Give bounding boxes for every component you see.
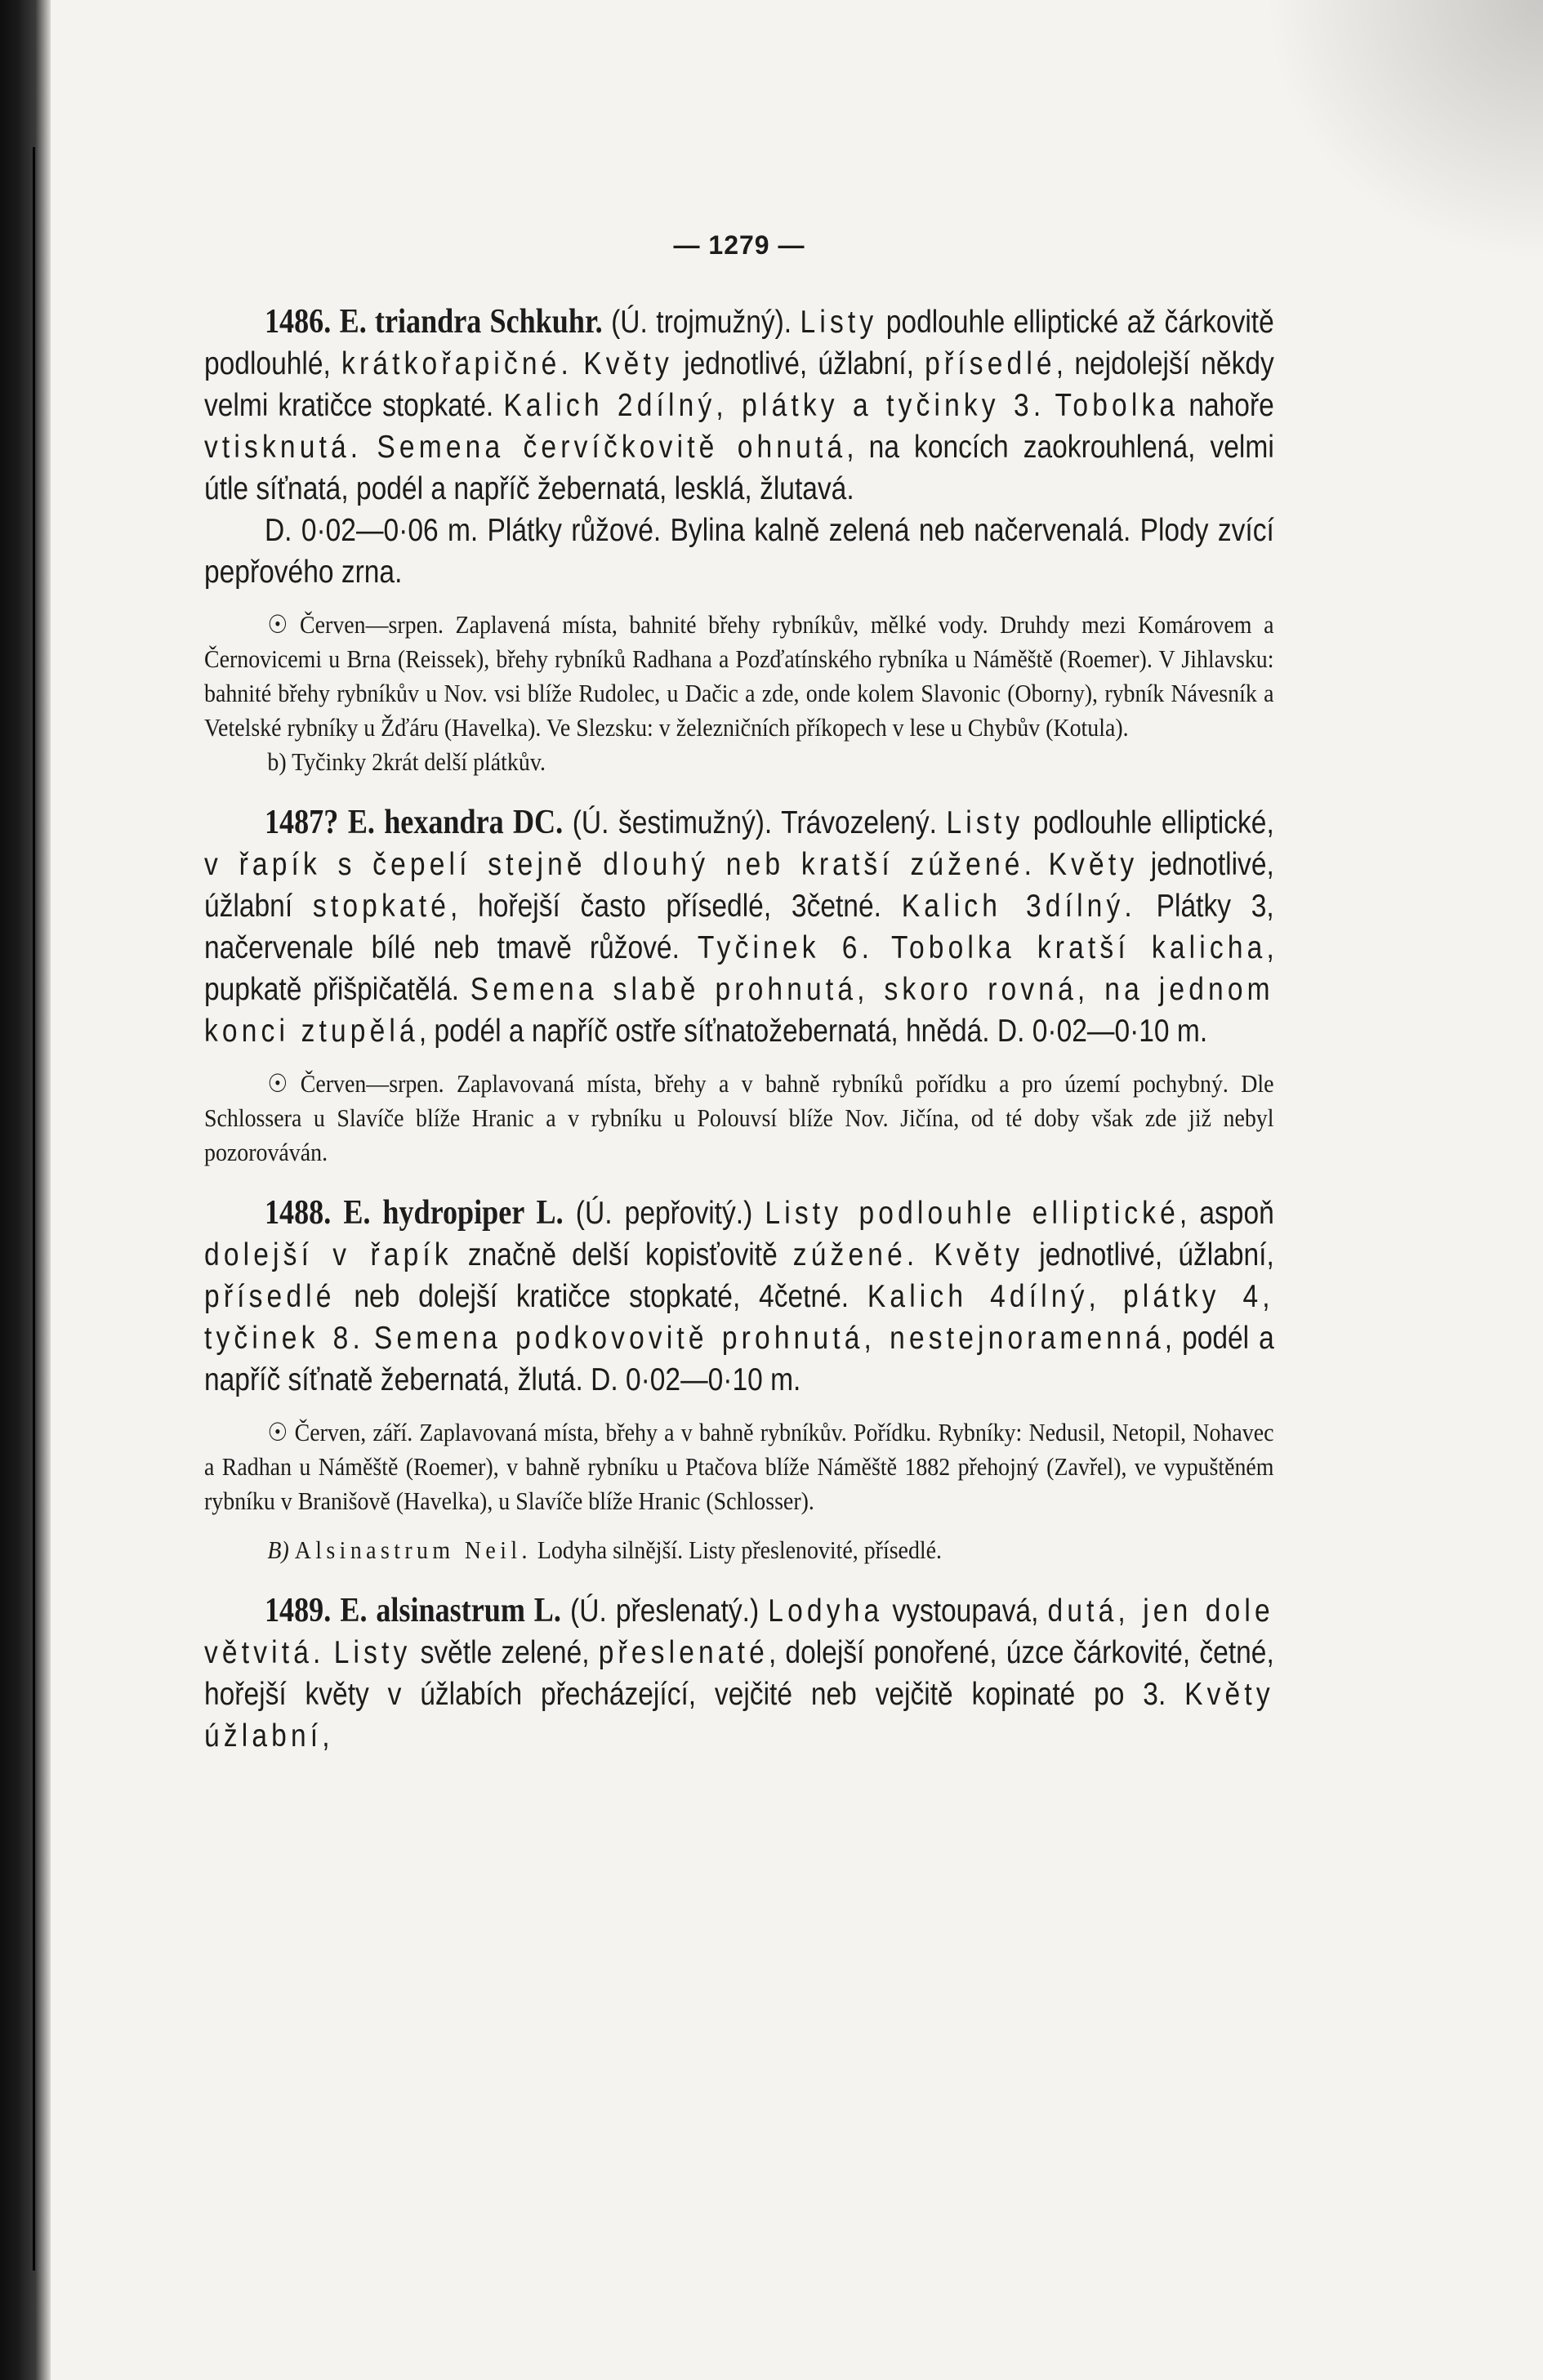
section-heading — [204, 1533, 1274, 1567]
spaced-term: zúžené. — [792, 1237, 919, 1272]
body-text: nahoře — [1179, 388, 1274, 423]
spaced-term: vtisknutá. — [204, 430, 363, 465]
body-text — [573, 346, 583, 381]
spaced-term: dolejší v řapík — [204, 1237, 453, 1272]
spaced-term: přísedlé — [925, 346, 1056, 381]
text-column — [204, 230, 1274, 1757]
spaced-term: Tobolka kratší kalicha — [891, 930, 1267, 965]
body-text — [364, 1321, 374, 1356]
spaced-term: krátkořapičné. — [341, 346, 573, 381]
section-label: B) — [267, 1535, 289, 1564]
entry-1488 — [204, 1192, 1274, 1401]
spaced-term: dutá, jen dole větvitá. — [204, 1593, 1274, 1670]
body-text: podlouhle elliptické, — [1023, 805, 1274, 840]
body-text: podlouhle elliptické až čárkovitě podlouhlé, — [204, 305, 1274, 381]
body-text — [918, 1237, 934, 1272]
spaced-term: Tyčinek 6. — [697, 930, 874, 965]
spaced-term: Kalich 2dílný, plátky a tyčinky 3. — [503, 388, 1046, 423]
body-text: , na koncích zaokrouhlená, velmi útle síťnatá, podél a napříč žebernatá, lesklá, žlutavá. — [204, 430, 1274, 506]
spaced-term: stopkaté — [312, 889, 451, 924]
variant-note: b) Tyčinky 2krát delší plátkův. — [267, 747, 546, 776]
habitat-note: ☉ Červen—srpen. Zaplavovaná místa, břehy a v bahně rybníků pořídku a pro území pochybný. Dle Schlossera u Slavíče blíže Hranic a v rybníku u Polouvsí blíže Nov. Jičína, od té doby však zde již nebyl pozorováván. — [204, 1069, 1274, 1166]
section-name: Alsinastrum Neil. — [294, 1535, 532, 1564]
body-text: , nejdolejší někdy velmi kratičce stopkaté. — [204, 346, 1274, 423]
spaced-term: Květy — [934, 1237, 1024, 1272]
body-text: světle zelené, — [411, 1635, 599, 1670]
body-text — [325, 1635, 334, 1670]
spaced-term: Listy — [800, 305, 878, 340]
body-text — [752, 1196, 765, 1231]
species-name: E. hexandra DC. — [347, 804, 564, 841]
binding-line — [33, 147, 35, 2271]
spaced-term: Listy — [946, 805, 1024, 840]
spaced-term: Listy — [333, 1635, 412, 1670]
entry-1486 — [204, 301, 1274, 510]
spaced-term: Kalich 4dílný, plátky 4, tyčinek 8. — [204, 1279, 1274, 1356]
body-text — [792, 305, 800, 340]
body-text: neb dolejší kratičce stopkaté, 4četné. — [335, 1279, 867, 1314]
spaced-term: Semena slabě prohnutá, skoro rovná, na jednom konci ztupělá — [204, 972, 1274, 1049]
body-text — [937, 805, 947, 840]
spaced-term: Tobolka — [1055, 388, 1180, 423]
entry-description: D. 0·02—0·06 m. Plátky růžové. Bylina kalně zelená neb načervenalá. Plody zvící pepřového zrna. — [204, 513, 1274, 590]
body-text: , pupkatě přišpičatělá. — [204, 930, 1274, 1007]
spaced-term: Listy podlouhle elliptické — [765, 1196, 1180, 1231]
species-name: E. triandra Schkuhr. — [339, 303, 603, 341]
body-text: vystoupavá, — [883, 1593, 1048, 1629]
spaced-term: Květy úžlabní, — [204, 1677, 1274, 1754]
page-number: — 1279 — — [673, 230, 805, 260]
spaced-term: Semena podkovovitě prohnutá, nestejnoramenná — [373, 1321, 1165, 1356]
body-text — [362, 430, 377, 465]
spaced-term: Kalich 3dílný. — [901, 889, 1136, 924]
body-text: Plátky 3, načervenale bílé neb tmavě růžové. — [204, 889, 1274, 965]
body-text: jednotlivé, úžlabní, — [672, 346, 925, 381]
section-description: Lodyha silnější. Listy přeslenovité, přísedlé. — [537, 1535, 943, 1564]
body-text — [873, 930, 891, 965]
body-text — [1036, 847, 1048, 882]
habitat-note: ☉ Červen, září. Zaplavovaná místa, břehy a v bahně rybníkův. Pořídku. Rybníky: Nedusil, Netopil, Nohavec a Radhan u Náměště (Roemer), v bahně rybníku u Ptačova blíže Náměště 1882 přehojný (Zavřel), ve vypuštěném rybníku v Branišově (Havelka), u Slavíče blíže Hranic (Schlosser). — [204, 1418, 1274, 1515]
spaced-term: v řapík s čepelí stejně dlouhý neb kratší zúžené. — [204, 847, 1037, 882]
spaced-term: Lodyha — [768, 1593, 884, 1629]
spaced-term: přísedlé — [204, 1279, 336, 1314]
entry-body — [204, 805, 1274, 1049]
body-text: , podél a napříč ostře síťnatožebernatá, hnědá. D. 0·02—0·10 m. — [418, 1014, 1208, 1049]
entry-number: 1487? — [264, 804, 339, 841]
body-text: značně delší kopisťovitě — [452, 1237, 793, 1272]
entry-1489 — [204, 1590, 1274, 1757]
spaced-term: Semena červíčkovitě ohnutá — [377, 430, 847, 465]
body-text — [759, 1593, 768, 1629]
spaced-term: Květy — [1048, 847, 1139, 882]
species-name: E. alsinastrum L. — [340, 1592, 561, 1629]
spaced-term: Květy — [583, 346, 673, 381]
habitat-note: ☉ Červen—srpen. Zaplavená místa, bahnité břehy rybníkův, mělké vody. Druhdy mezi Komárovem a Černovicemi u Brna (Reissek), břehy rybníků Radhana a Pozďatínského rybníka u Náměště (Roemer). V Jihlavsku: bahnité břehy rybníkův u Nov. vsi blíže Rudolec, u Dačic a zde, onde kolem Slavonic (Oborny), rybník Návesník a Vetelské rybníky u Žďáru (Havelka). Ve Slezsku: v železničních příkopech v lese u Chybův (Kotula). — [204, 610, 1274, 742]
body-text: , podél a napříč síťnatě žebernatá, žlutá. D. 0·02—0·10 m. — [204, 1321, 1274, 1397]
page-stain — [1265, 0, 1543, 261]
entry-number: 1489. — [264, 1592, 332, 1629]
body-text: jednotlivé, úžlabní — [204, 847, 1274, 924]
spaced-term: přeslenaté — [598, 1635, 769, 1670]
book-binding-shadow — [0, 0, 51, 2380]
body-text: , dolejší ponořené, úzce čárkovité, četné, hořejší květy v úžlabích přecházející, vejčité neb vejčitě kopinaté po 3. — [204, 1635, 1274, 1712]
body-text: jednotlivé, úžlabní, — [1023, 1237, 1274, 1272]
body-text — [1045, 388, 1055, 423]
czech-name: (Ú. pepřovitý.) — [575, 1196, 753, 1231]
entry-number: 1486. — [264, 303, 332, 341]
species-name: E. hydropiper L. — [343, 1194, 564, 1232]
czech-name: (Ú. přeslenatý.) — [570, 1593, 760, 1629]
entry-number: 1488. — [264, 1194, 332, 1232]
body-text: , aspoň — [1179, 1196, 1274, 1231]
entry-1487 — [204, 802, 1274, 1052]
czech-name: (Ú. trojmužný). — [611, 305, 792, 340]
body-text: , hořejší často přísedlé, 3četné. — [450, 889, 902, 924]
czech-name: (Ú. šestimužný). Trávozelený. — [572, 805, 937, 840]
